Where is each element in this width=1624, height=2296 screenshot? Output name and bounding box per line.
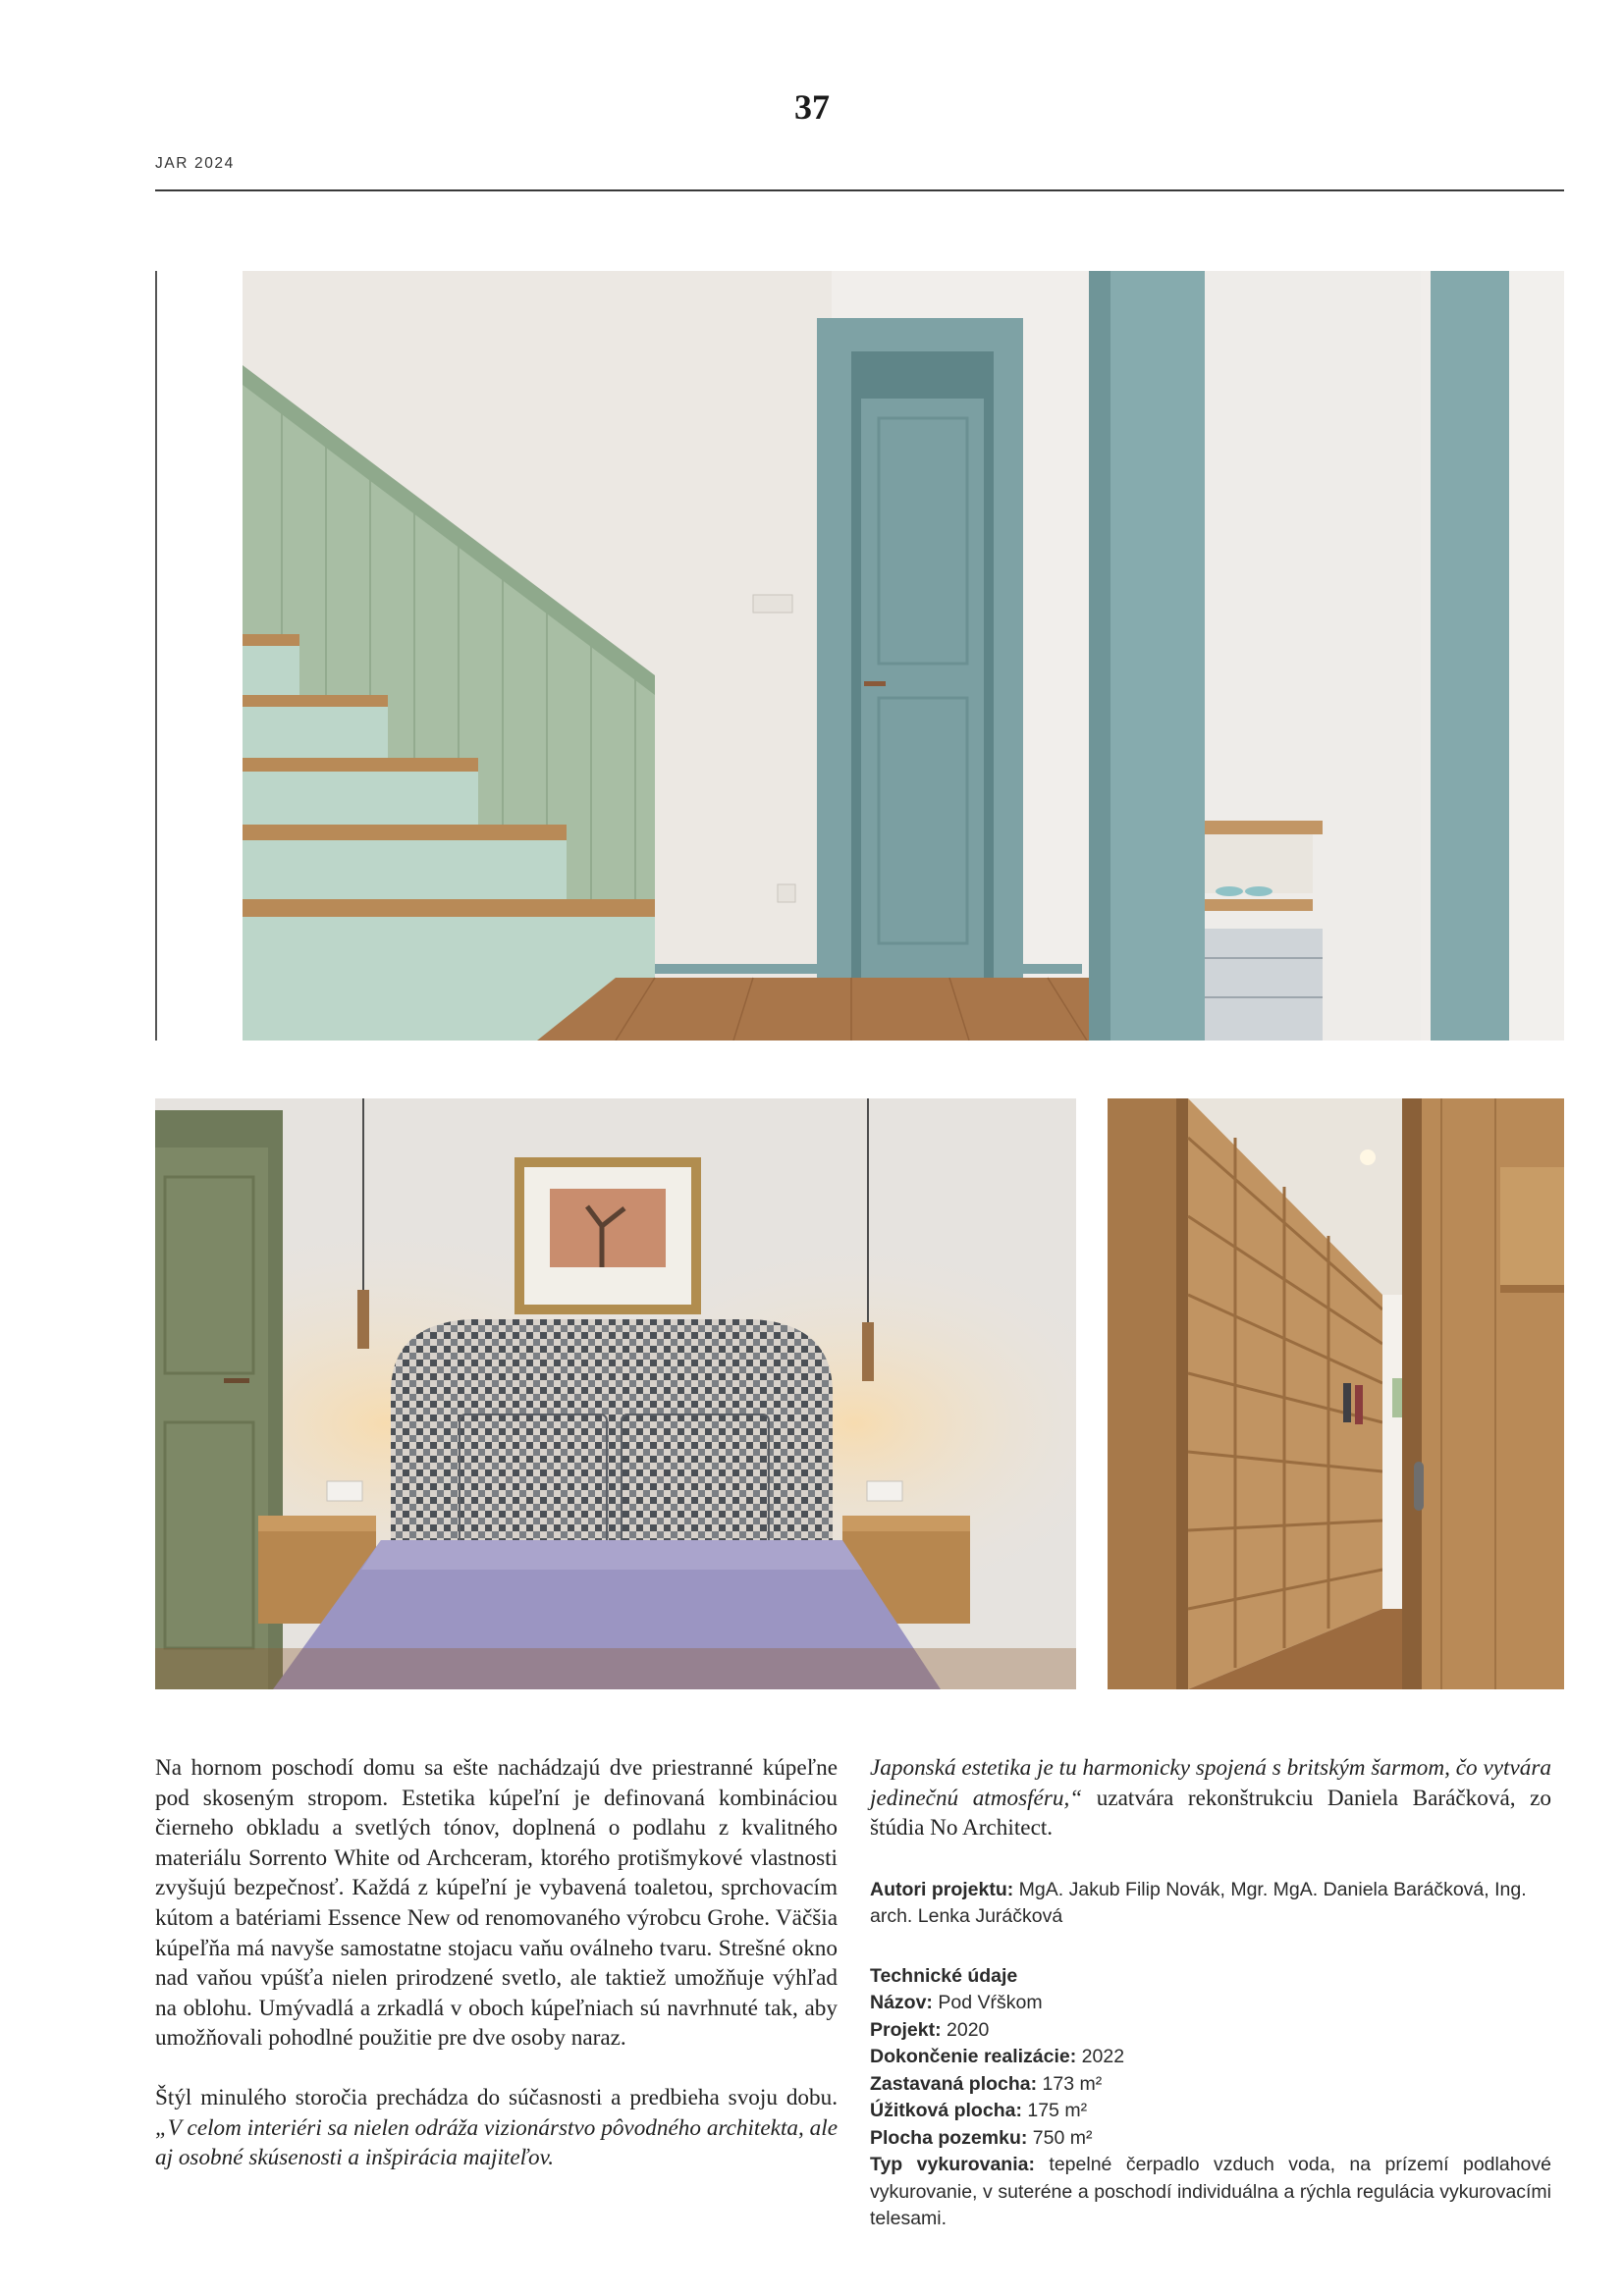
article-left-column [155,1753,838,2173]
bedroom-illustration [155,1098,1076,1689]
paragraph-2-quote: „V celom interiéri sa nielen odráža vizionárstvo pôvodného architekta, ale aj osobné skúsenosti a inšpirácia majiteľov. [155,2114,838,2171]
tech-row-plot-area: Plocha pozemku: 750 m² [870,2126,1093,2149]
tech-row-heating: Typ vykurovania: tepelné čerpadlo vzduch voda, na prízemí podlahové vykurovanie, v suteréne a poschodí individuálna a rýchla regulácia vykurovacími telesami. [870,2154,1551,2230]
authors-label: Autori projektu: [870,1878,1014,1900]
staircase-illustration [243,271,1564,1041]
article-paragraph-1: Na hornom poschodí domu sa ešte nachádzajú dve priestranné kúpeľne pod skoseným stropom. Estetika kúpeľní je definovaná kombináciou čierneho obkladu a svetlých tónov, doplnená o podlahu z kvalitného materiálu Sorrento White od Archceram, ktorého protišmykové vlastnosti zvyšujú bezpečnosť. Každá z kúpeľní je vybavená toaletou, sprchovacím kútom a batériami Essence New od renomovaného výrobcu Grohe. Väčšia kúpeľňa má navyše samostatne stojacu vaňu oválneho tvaru. Strešné okno nad vaňou vpúšťa nielen prirodzené svetlo, ale taktiež umožňuje výhľad na oblohu. Umývadlá a zrkadlá v oboch kúpeľniach sú navrhnuté tak, aby umožňovali pohodlné použitie pre dve osoby naraz. [155,1755,838,2052]
tech-row-usable-area: Úžitková plocha: 175 m² [870,2100,1088,2122]
wardrobe-illustration [1108,1098,1564,1689]
authors-value: MgA. Jakub Filip Novák, Mgr. MgA. Daniela Baráčková, Ing. arch. Lenka Juráčková [870,1878,1527,1928]
issue-label: JAR 2024 [155,155,235,172]
photo-staircase-hallway [243,271,1564,1041]
tech-row-completion: Dokončenie realizácie: 2022 [870,2046,1125,2068]
quote-paragraph [870,1753,1551,1843]
tech-row-project: Projekt: 2020 [870,2018,990,2041]
tech-row-name: Názov: Pod Vŕškom [870,1992,1043,2014]
quote-attribution: uzatvára rekonštrukciu Daniela Baráčková, zo štúdia No Architect. [870,1785,1552,1842]
quote-continued: Japonská estetika je tu harmonicky spojená s britským šarmom, čo vytvára jedinečnú atmosféru,“ [870,1755,1551,1811]
photo-bedroom [155,1098,1076,1689]
side-divider [155,271,157,1041]
article-paragraph-2 [155,2083,838,2173]
project-authors [870,1877,1551,1931]
article-right-column [870,1753,1551,2233]
technical-heading: Technické údaje [870,1964,1018,1987]
paragraph-2-text: Štýl minulého storočia prechádza do súčasnosti a predbieha svoju dobu. [155,2084,838,2110]
tech-row-built-area: Zastavaná plocha: 173 m² [870,2072,1103,2095]
photo-walk-in-wardrobe [1108,1098,1564,1689]
page-number: 37 [794,87,830,127]
header-divider [155,189,1564,191]
technical-data [870,1963,1551,2233]
